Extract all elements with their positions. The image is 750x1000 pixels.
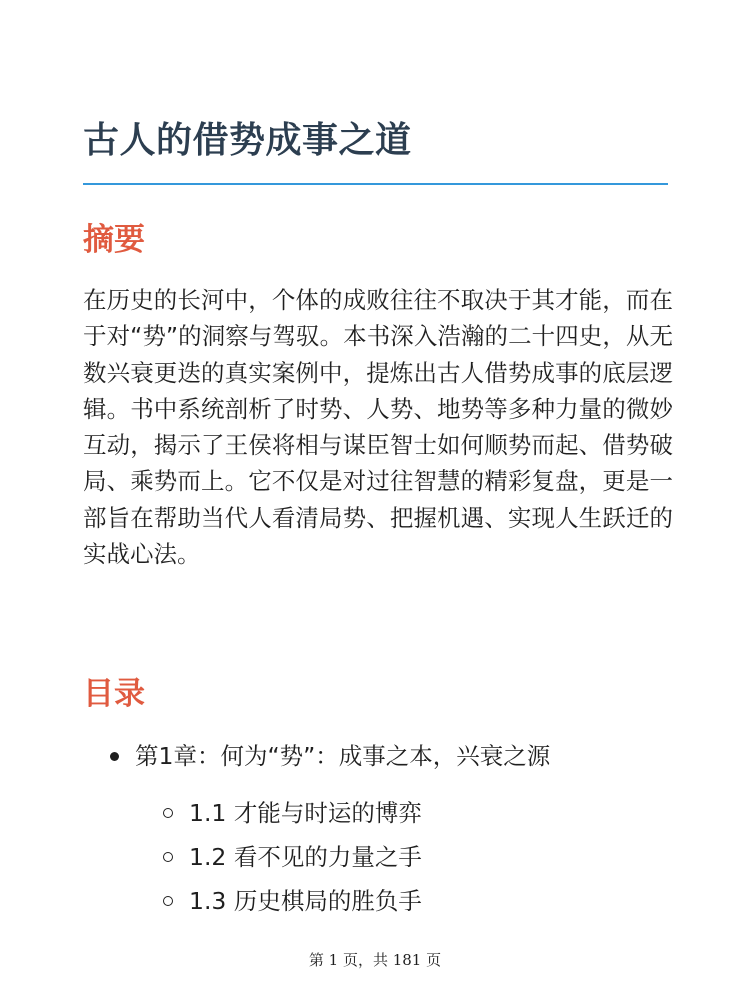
- bullet-circle-icon: [163, 896, 173, 906]
- title-divider: [83, 183, 668, 185]
- toc-section-label: 1.2 看不见的力量之手: [189, 843, 422, 871]
- toc-section-1-2[interactable]: [163, 837, 663, 877]
- bullet-disc-icon: [110, 752, 119, 761]
- document-title: 古人的借势成事之道: [83, 120, 412, 161]
- toc-section-1-1[interactable]: [163, 793, 663, 833]
- toc-chapter-1[interactable]: [110, 736, 670, 776]
- abstract-heading: 摘要: [83, 222, 145, 258]
- toc-chapter-label: 第1章：何为“势”：成事之本，兴衰之源: [135, 742, 551, 770]
- toc-section-label: 1.1 才能与时运的博弈: [189, 799, 422, 827]
- toc-heading: 目录: [83, 676, 145, 712]
- page-footer: 第 1 页，共 181 页: [308, 951, 442, 969]
- toc-section-1-3[interactable]: [163, 881, 663, 921]
- bullet-circle-icon: [163, 852, 173, 862]
- bullet-circle-icon: [163, 808, 173, 818]
- abstract-paragraph: 在历史的长河中，个体的成败往往不取决于其才能，而在于对“势”的洞察与驾驭。本书深入浩瀚的二十四史，从无数兴衰更迭的真实案例中，提炼出古人借势成事的底层逻辑。书中系统剖析了时势、人势、地势等多种力量的微妙互动，揭示了王侯将相与谋臣智士如何顺势而起、借势破局、乘势而上。它不仅是对过往智慧的精彩复盘，更是一部旨在帮助当代人看清局势、把握机遇、实现人生跃迁的实战心法。: [83, 286, 673, 569]
- toc-section-label: 1.3 历史棋局的胜负手: [189, 887, 422, 915]
